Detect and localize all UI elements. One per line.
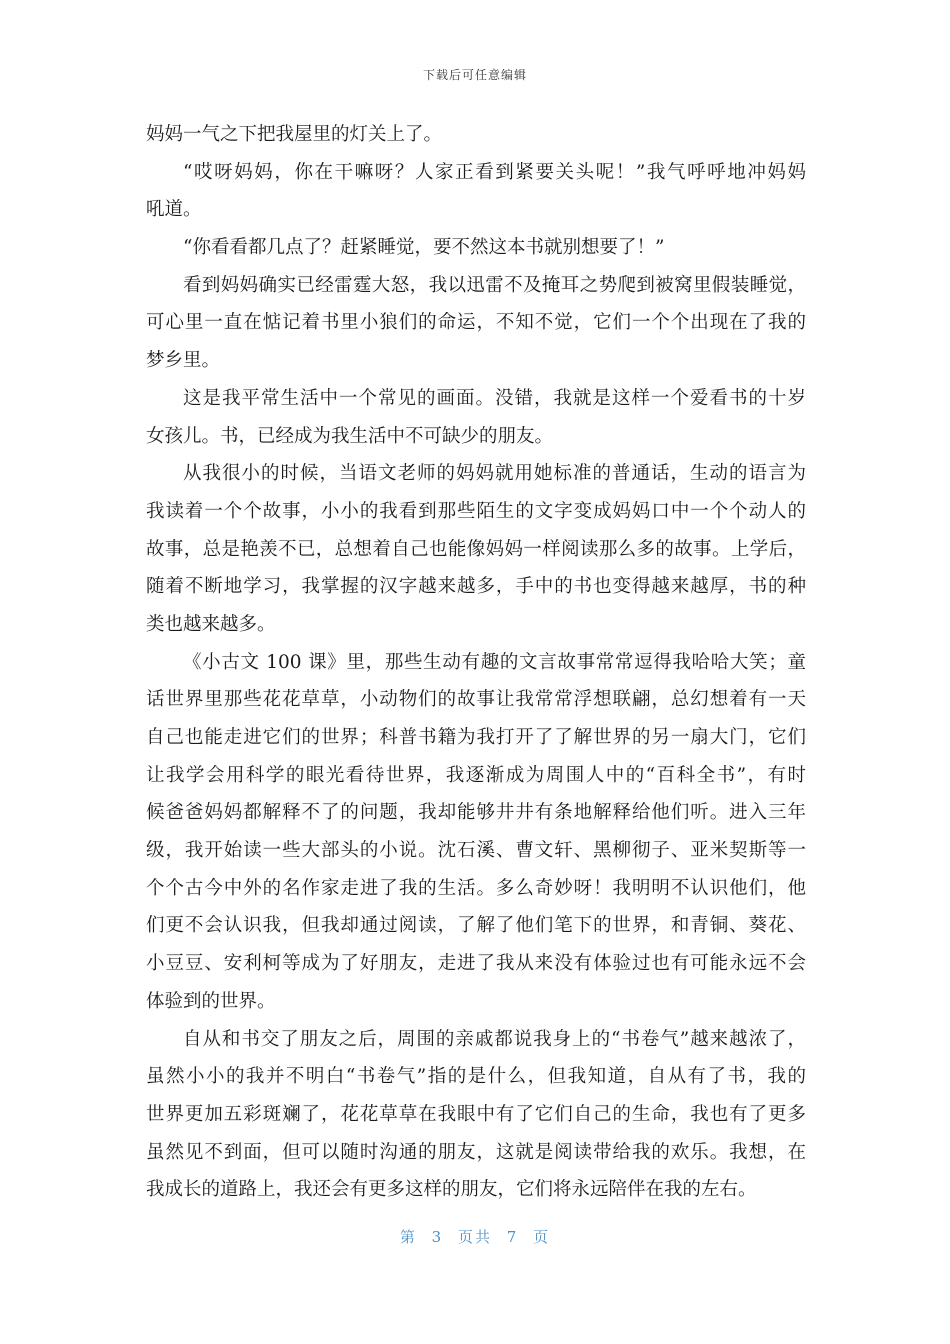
text-line: 故事，总是艳羡不已，总想着自己也能像妈妈一样阅读那么多的故事。上学后，	[146, 538, 806, 560]
text-line: 小豆豆、安利柯等成为了好朋友，走进了我从来没有体验过也有可能永远不会	[146, 953, 806, 975]
text-line: 个个古今中外的名作家走进了我的生活。多么奇妙呀！我明明不认识他们，他	[146, 877, 806, 899]
text-line: 我成长的道路上，我还会有更多这样的朋友，它们将永远陪伴在我的左右。	[146, 1179, 757, 1201]
text-line: 可心里一直在惦记着书里小狼们的命运，不知不觉，它们一个个出现在了我的	[146, 312, 806, 334]
text-line: 妈妈一气之下把我屋里的灯关上了。	[146, 124, 443, 145]
page-label-suffix: 页	[533, 1228, 551, 1246]
text-line: 话世界里那些花花草草，小动物们的故事让我常常浮想联翩，总幻想着有一天	[146, 689, 806, 711]
document-body	[146, 116, 806, 1209]
text-line: 虽然小小的我并不明白“书卷气”指的是什么，但我知道，自从有了书，我的	[146, 1066, 806, 1088]
text-line: 女孩儿。书，已经成为我生活中不可缺少的朋友。	[146, 425, 554, 447]
page-header: 下载后可任意编辑	[422, 68, 527, 82]
text-line: 随着不断地学习，我掌握的汉字越来越多，手中的书也变得越来越厚，书的种	[146, 576, 806, 598]
text-line: 们更不会认识我，但我却通过阅读，了解了他们笔下的世界，和青铜、葵花、	[146, 915, 806, 937]
text-line: 虽然见不到面，但可以随时沟通的朋友，这就是阅读带给我的欢乐。我想，在	[146, 1141, 806, 1163]
text-line: 从我很小的时候，当语文老师的妈妈就用她标准的普通话，生动的语言为	[183, 463, 806, 485]
text-line: 让我学会用科学的眼光看待世界，我逐渐成为周围人中的“百科全书”，有时	[146, 764, 806, 786]
text-line: 吼道。	[146, 199, 202, 221]
text-line: 我读着一个个故事，小小的我看到那些陌生的文字变成妈妈口中一个个动人的	[146, 500, 806, 522]
text-line: 看到妈妈确实已经雷霆大怒，我以迅雷不及掩耳之势爬到被窝里假装睡觉，	[183, 274, 806, 296]
text-line: 世界更加五彩斑斓了，花花草草在我眼中有了它们自己的生命，我也有了更多	[146, 1103, 806, 1125]
text-line: 《小古文 100 课》里，那些生动有趣的文言故事常常逗得我哈哈大笑；童	[183, 651, 806, 673]
text-line: 体验到的世界。	[146, 990, 276, 1012]
text-line: 级，我开始读一些大部头的小说。沈石溪、曹文轩、黑柳彻子、亚米契斯等一	[146, 840, 806, 862]
page-footer	[0, 1226, 950, 1247]
text-line: 类也越来越多。	[146, 613, 276, 635]
text-line: “哎呀妈妈，你在干嘛呀？人家正看到紧要关头呢！”我气呼呼地冲妈妈	[183, 161, 806, 183]
text-line: 自从和书交了朋友之后，周围的亲戚都说我身上的“书卷气”越来越浓了，	[183, 1028, 806, 1050]
current-page-number: 3	[431, 1228, 444, 1246]
text-line: 梦乡里。	[146, 350, 221, 372]
text-line: “你看看都几点了？赶紧睡觉，要不然这本书就别想要了！”	[183, 237, 665, 259]
text-line: 自己也能走进它们的世界；科普书籍为我打开了了解世界的另一扇大门，它们	[146, 727, 806, 748]
page-label-mid: 页共	[457, 1228, 492, 1246]
page-label-prefix: 第	[399, 1228, 417, 1246]
text-line: 候爸爸妈妈都解释不了的问题，我却能够井井有条地解释给他们听。进入三年	[146, 802, 806, 824]
text-line: 这是我平常生活中一个常见的画面。没错，我就是这样一个爱看书的十岁	[183, 387, 806, 409]
total-page-count: 7	[506, 1228, 519, 1246]
